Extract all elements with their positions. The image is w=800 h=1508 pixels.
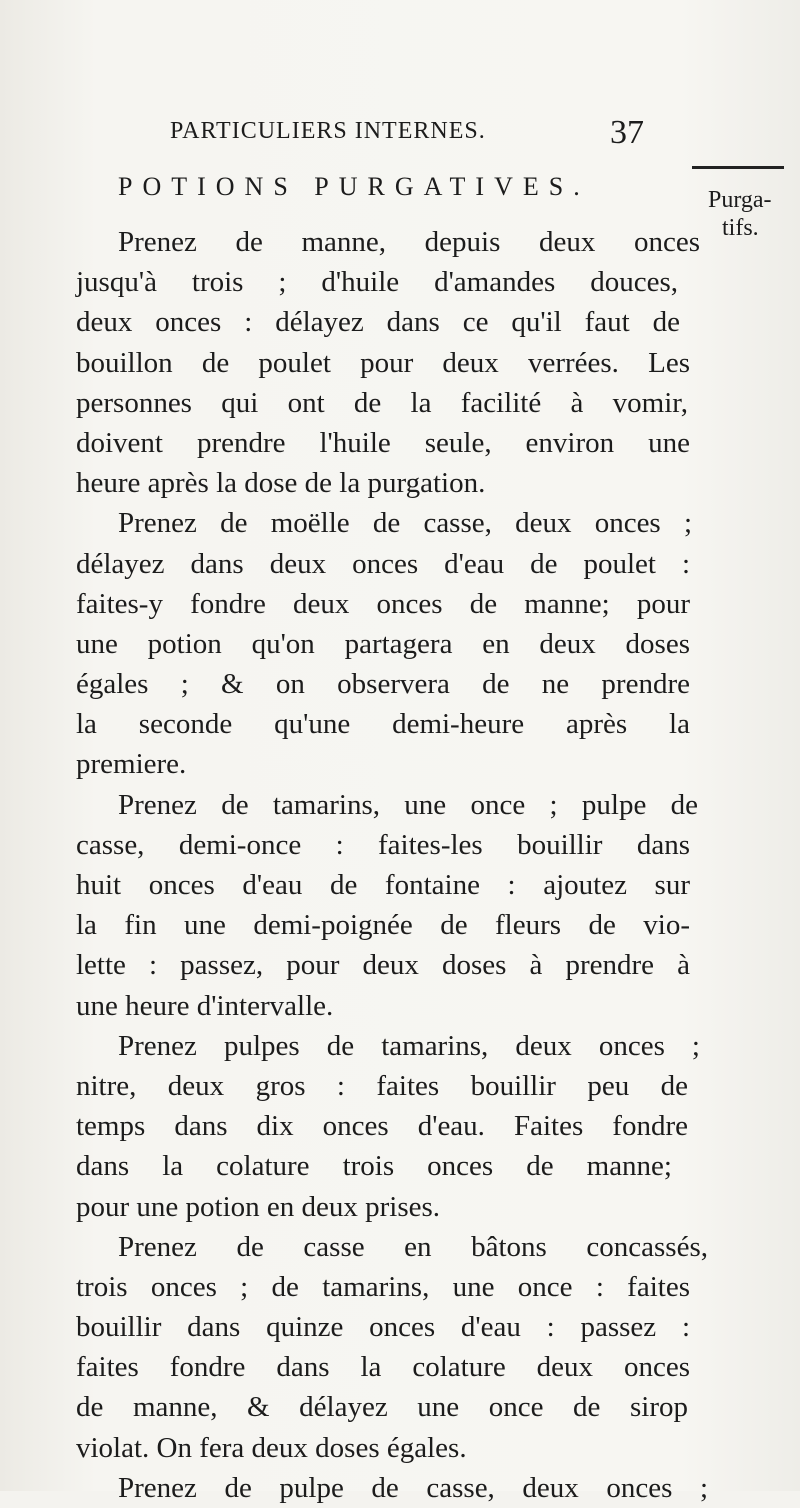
text-line: temps dans dix onces d'eau. Faites fondre <box>76 1110 688 1143</box>
marginal-note-line-2: tifs. <box>722 215 759 241</box>
text-line: pour une potion en deux prises. <box>76 1190 441 1223</box>
text-line: lette : passez, pour deux doses à prendre à <box>76 949 690 982</box>
text-line: Prenez de tamarins, une once ; pulpe de <box>118 788 698 821</box>
text-line: heure après la dose de la purgation. <box>76 467 486 500</box>
text-line: nitre, deux gros : faites bouillir peu de <box>76 1069 688 1102</box>
text-line: bouillir dans quinze onces d'eau : passez : <box>76 1311 690 1344</box>
text-line: trois onces ; de tamarins, une once : faites <box>76 1270 690 1303</box>
text-line: faites-y fondre deux onces de manne; pour <box>76 587 690 620</box>
text-line: premiere. <box>76 748 187 781</box>
text-line: dans la colature trois onces de manne; <box>76 1150 672 1183</box>
section-heading: POTIONS PURGATIVES. <box>118 172 590 201</box>
margin-rule <box>692 166 784 169</box>
marginal-note-line-1: Purga- <box>708 187 772 213</box>
text-line: Prenez pulpes de tamarins, deux onces ; <box>118 1029 700 1062</box>
text-line: jusqu'à trois ; d'huile d'amandes douces, <box>76 266 678 299</box>
text-line: la fin une demi-poignée de fleurs de vio- <box>76 909 690 942</box>
text-line: huit onces d'eau de fontaine : ajoutez sur <box>76 869 690 901</box>
text-line: égales ; & on observera de ne prendre <box>76 668 690 701</box>
text-line: bouillon de poulet pour deux verrées. Les <box>76 346 690 379</box>
text-line: deux onces : délayez dans ce qu'il faut de <box>76 306 680 339</box>
text-line: doivent prendre l'huile seule, environ une <box>76 426 690 459</box>
text-line: Prenez de pulpe de casse, deux onces ; <box>118 1471 708 1504</box>
text-line: violat. On fera deux doses égales. <box>76 1431 467 1464</box>
text-line: Prenez de casse en bâtons concassés, <box>118 1230 708 1263</box>
text-line: Prenez de manne, depuis deux onces <box>118 226 700 258</box>
running-head <box>170 114 690 151</box>
body-text <box>76 222 708 1508</box>
running-head-title: PARTICULIERS INTERNES. <box>170 118 486 144</box>
text-line: une heure d'intervalle. <box>76 989 334 1022</box>
page-number: 37 <box>610 114 644 151</box>
text-line: Prenez de moëlle de casse, deux onces ; <box>118 507 692 540</box>
text-line: une potion qu'on partagera en deux doses <box>76 627 690 660</box>
text-line: de manne, & délayez une once de sirop <box>76 1391 688 1424</box>
marginal-note <box>708 182 798 246</box>
text-line: personnes qui ont de la facilité à vomir, <box>76 386 688 419</box>
text-line: délayez dans deux onces d'eau de poulet : <box>76 547 690 580</box>
text-line: faites fondre dans la colature deux onces <box>76 1351 690 1384</box>
text-line: la seconde qu'une demi-heure après la <box>76 708 690 741</box>
text-line: casse, demi-once : faites-les bouillir dans <box>76 828 690 861</box>
